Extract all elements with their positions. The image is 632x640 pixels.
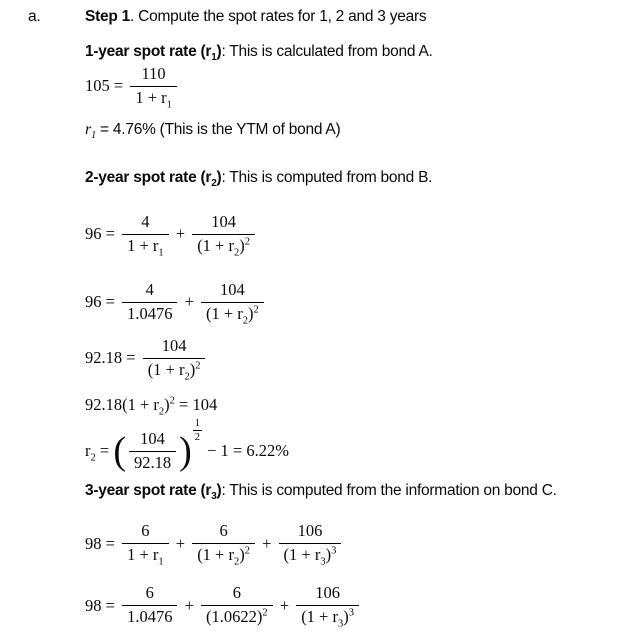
eq-2yr-bond-b (85, 211, 624, 259)
section-heading-1yr (85, 43, 624, 61)
math-text: $r_2$ = (85, 441, 114, 464)
math-text: 98 = (85, 595, 120, 615)
eq-2yr-rearranged (85, 395, 624, 415)
heading-term-3yr: 3-year spot rate $(r_3)$ (85, 481, 222, 502)
math-text: + (171, 224, 190, 244)
math-text: 98 = (85, 533, 120, 553)
fraction: $\frac{104}{(1 + r_2)^2}$ (192, 213, 255, 256)
fraction: $\frac{6}{(1.0622)^2}$ (201, 584, 273, 627)
fraction: $\frac{4}{1.0476}$ (122, 281, 177, 324)
math-text: + (257, 533, 276, 553)
eq-2yr-isolated (85, 337, 624, 380)
step-title (85, 8, 624, 26)
eq-2yr-substituted (85, 281, 624, 324)
step-title-rest: . Compute the spot rates for 1, 2 and 3 years (130, 8, 427, 25)
math-text: + (171, 533, 190, 553)
step-title-bold: Step 1 (85, 8, 131, 25)
math-text: − 1 = 6.22% (203, 441, 289, 461)
heading-desc-1yr: : This is calculated from bond A. (221, 42, 433, 60)
math-text: 96 = (85, 292, 120, 312)
eq-3yr-bond-c (85, 521, 624, 568)
fraction: $\frac{110}{1 + r_1}$ (130, 65, 177, 108)
heading-term-2yr: 2-year spot rate $(r_2)$ (85, 168, 222, 190)
math-text: 105 = (85, 76, 128, 96)
fraction: $\frac{106}{(1 + r_3)^3}$ (296, 584, 359, 627)
fraction: $\frac{1}{2}$ (194, 417, 200, 443)
section-heading-2yr (85, 168, 624, 190)
fraction: $\frac{6}{(1 + r_2)^2}$ (192, 522, 255, 565)
eq-3yr-substituted (85, 583, 624, 630)
math-text: $92.18(1 + r_2)^2 = 104$ (85, 394, 218, 417)
eq-1yr-spot-rate (85, 65, 624, 108)
section-heading-3yr (85, 482, 624, 500)
heading-desc-2yr: : This is computed from bond B. (221, 168, 433, 186)
heading-desc-3yr: : This is computed from the information on bond C. (221, 481, 557, 499)
fraction: $\frac{104}{(1 + r_2)^2}$ (201, 281, 264, 324)
r1-result-text: = 4.76% (This is the YTM of bond A) (95, 120, 341, 138)
big-close-paren: ) (179, 429, 192, 473)
r1-result-note (85, 121, 624, 139)
math-text: 92.18 = (85, 348, 140, 368)
item-label: a. (28, 8, 41, 25)
math-text: + (180, 595, 198, 615)
heading-term-1yr: 1-year spot rate $(r_1)$ (85, 42, 222, 63)
fraction: $\frac{6}{1.0476}$ (122, 584, 177, 627)
fraction: $\frac{106}{(1 + r_3)^3}$ (279, 522, 342, 565)
eq-2yr-solution (85, 417, 624, 473)
fraction: $\frac{4}{1 + r_1}$ (122, 213, 169, 256)
big-open-paren: ( (113, 429, 126, 473)
math-text: + (180, 292, 198, 312)
fraction: $\frac{6}{1 + r_1}$ (122, 522, 169, 565)
fraction: $\frac{104}{92.18}$ (129, 430, 176, 473)
math-text: 96 = (85, 224, 120, 244)
fraction: $\frac{104}{(1 + r_2)^2}$ (143, 337, 206, 380)
math-text: + (275, 595, 294, 615)
r1-variable: $r_1$ (85, 120, 96, 141)
